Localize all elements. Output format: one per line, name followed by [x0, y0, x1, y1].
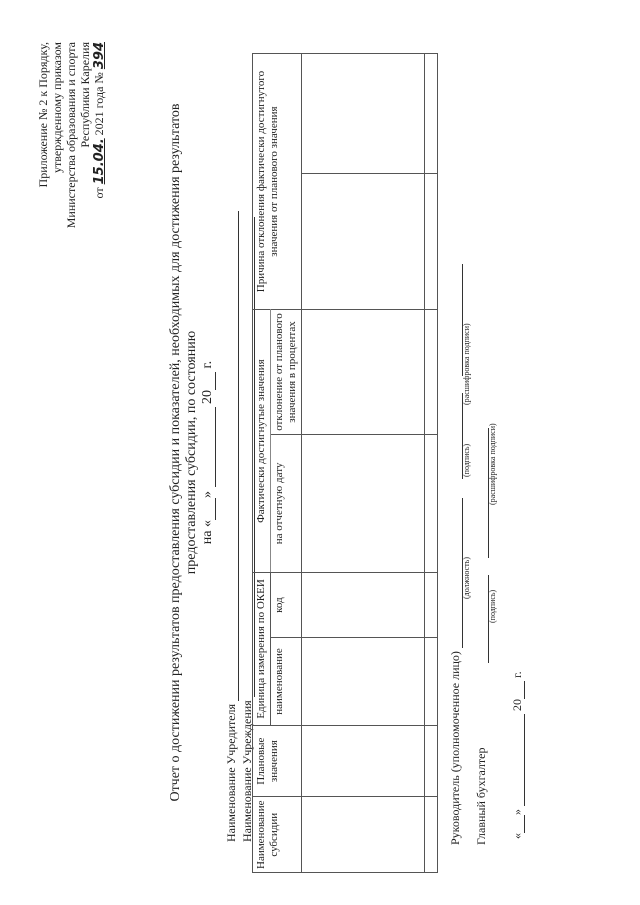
founder-field — [224, 211, 239, 842]
table-cell — [425, 573, 438, 638]
title-line-2: предоставления субсидии, по состоянию — [184, 330, 199, 575]
table-cell — [425, 174, 438, 310]
caption-head-sign: (подпись) — [462, 443, 471, 477]
table-cell — [425, 434, 438, 572]
table-cell — [425, 54, 438, 174]
header-line-2: утвержденному приказом — [50, 42, 64, 173]
sign-date-close: » — [510, 809, 524, 815]
month-blank — [215, 407, 216, 487]
table-cell — [302, 310, 425, 435]
sign-day-blank — [524, 815, 525, 833]
header-line-4: Республики Карелия — [78, 42, 92, 148]
institution-label: Наименование Учреждения — [240, 700, 254, 842]
sign-date-open: « — [510, 833, 524, 839]
head-signature-row — [448, 264, 463, 845]
year-blank — [215, 372, 216, 390]
report-table — [252, 53, 438, 873]
title-date-close: » — [200, 490, 215, 498]
founder-label: Наименование Учредителя — [224, 703, 238, 842]
table-cell — [302, 54, 425, 174]
sign-year-suffix: г. — [510, 671, 524, 678]
col-reason-header: Причина отклонения фактически достигнутого значения от планового значения — [253, 54, 302, 310]
sign-year-blank — [524, 681, 525, 699]
caption-accountant-decode: (расшифровка подписи) — [488, 423, 497, 505]
header-line-1: Приложение № 2 к Порядку, — [36, 42, 50, 188]
table-cell — [302, 174, 425, 310]
report-title — [168, 60, 216, 845]
sign-month-blank — [524, 714, 525, 806]
title-year-suffix: г. — [200, 360, 215, 369]
col-unit-name-header: наименование — [271, 638, 302, 726]
table-cell — [425, 310, 438, 435]
accountant-label: Главный бухгалтер — [474, 747, 488, 845]
table-cell — [425, 638, 438, 726]
accountant-signature-row — [474, 428, 489, 845]
sign-year: 20 — [510, 699, 524, 711]
title-date-open: на « — [200, 519, 215, 545]
col-planned-header: Плановые значения — [253, 725, 302, 797]
table-row — [302, 54, 425, 873]
table-cell — [302, 725, 425, 797]
appendix-header — [36, 42, 107, 228]
title-year: 20 — [200, 389, 215, 404]
table-cell — [302, 797, 425, 873]
handwritten-number: 394 — [92, 42, 107, 70]
table-cell — [302, 638, 425, 726]
table-cell — [302, 573, 425, 638]
table-cell — [425, 725, 438, 797]
header-date-prefix: от — [92, 187, 106, 199]
caption-accountant-sign: (подпись) — [488, 589, 497, 623]
founder-blank — [238, 211, 239, 701]
col-fact-dev-header: отклонение от планового значения в процентах — [271, 310, 302, 435]
table-cell — [302, 434, 425, 572]
col-subsidy-header: Наименование субсидии — [253, 797, 302, 873]
col-fact-group-header: Фактически достигнутые значения — [253, 310, 271, 573]
title-line-3 — [200, 60, 216, 845]
sign-date-row — [510, 671, 525, 839]
table-row — [425, 54, 438, 873]
header-line-3: Министерства образования и спорта — [64, 42, 78, 229]
title-line-1: Отчет о достижении результатов предоставления субсидии и показателей, необходимых для достижения результатов — [168, 103, 183, 802]
header-date-mid: 2021 года № — [92, 72, 106, 136]
caption-position: (должность) — [462, 557, 471, 599]
handwritten-date: 15.04. — [92, 138, 107, 185]
col-fact-date-header: на отчетную дату — [271, 434, 302, 572]
table-cell — [425, 797, 438, 873]
caption-head-decode: (расшифровка подписи) — [462, 323, 471, 405]
col-unit-code-header: код — [271, 573, 302, 638]
header-date-line — [92, 42, 107, 228]
head-label: Руководитель (уполномоченное лицо) — [448, 651, 462, 845]
col-unit-group-header: Единица измерения по ОКЕИ — [253, 573, 271, 726]
day-blank — [215, 498, 216, 520]
